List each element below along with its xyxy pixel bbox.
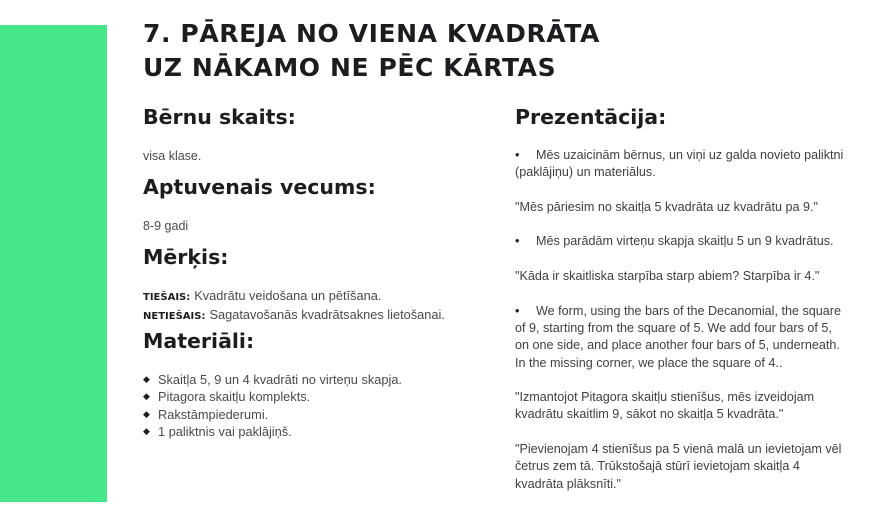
paragraph-text: "Mēs pāriesim no skaitļa 5 kvadrāta uz kvadrātu pa 9." [515,199,818,214]
page-title-line-2: UZ NĀKAMO NE PĒC KĀRTAS [143,53,557,82]
section-children-count [143,103,483,165]
section-age [143,173,376,235]
bullet-icon: • [515,148,520,162]
list-item-text: Rakstāmpiederumi. [158,406,269,422]
presentation-paragraph [515,233,845,250]
presentation-paragraph [515,268,845,285]
section-materials [143,327,402,440]
diamond-bullet-icon: ◆ [143,374,150,384]
list-item-text: Skaitļa 5, 9 un 4 kvadrāti no virteņu skapja. [158,372,402,387]
list-item [143,388,402,405]
presentation-steps [515,147,845,493]
section-goal [143,243,445,325]
diamond-bullet-icon: ◆ [143,408,150,419]
age-value: 8-9 gadi [143,219,189,233]
materials-list [143,371,402,440]
paragraph-text: Mēs uzaicinām bērnus, un viņi uz galda novieto paliktni (paklājiņu) un materiālus. [515,148,844,180]
section-heading-presentation: Prezentācija: [515,105,667,129]
goal-indirect-text: Sagatavošanās kvadrātsaknes lietošanai. [209,306,445,322]
paragraph-text: "Kāda ir skaitliska starpība starp abiem? Starpība ir 4." [515,269,820,284]
left-column [143,103,483,439]
section-heading: Bērnu skaits: [143,105,296,129]
paragraph-text: "Izmantojot Pitagora skaitļu stienīšus, mēs izveidojam kvadrātu skaitlim 9, sākot no skaitļa 5 kvadrāta." [515,390,815,422]
presentation-paragraph [515,441,845,493]
presentation-paragraph [515,389,845,424]
list-item-text: Pitagora skaitļu komplekts. [158,389,311,405]
diamond-bullet-icon: ◆ [143,425,150,436]
list-item [143,371,402,388]
page-title-line-1: 7. PĀREJA NO VIENA KVADRĀTA [143,19,600,48]
goal-indirect [143,307,445,326]
right-column [515,103,845,510]
presentation-paragraph [515,147,845,182]
page-title [143,17,600,85]
section-heading: Aptuvenais vecums: [143,175,376,199]
accent-bar [0,25,107,502]
goal-direct-text: Kvadrātu veidošana un pētīšana. [194,288,382,303]
bullet-icon: • [515,303,520,318]
list-item [143,423,402,440]
list-item-text: 1 paliktnis vai paklājiņš. [158,423,292,439]
section-heading: Materiāli: [143,329,255,353]
paragraph-text: "Pievienojam 4 stienīšus pa 5 vienā malā un ievietojam vēl četrus zem tā. Trūkstošajā stūrī ievietojam skaitļa 4 kvadrāta plāksnīti." [515,442,842,491]
goal-direct-label: TIEŠAIS: [143,292,191,303]
paragraph-text: We form, using the bars of the Decanomial, the square of 9, starting from the square of 5. We add four bars of 5, on one side, and place another four bars of 5, underneath. In the missing corner, we place the square of 4.. [515,303,841,370]
section-heading: Mērķis: [143,245,229,269]
goal-direct [143,288,445,307]
presentation-paragraph [515,303,845,372]
diamond-bullet-icon: ◆ [143,391,150,402]
children-count-value: visa klase. [143,149,202,163]
goal-indirect-label: NETIEŠAIS: [143,310,206,322]
goals [143,288,445,325]
presentation-paragraph [515,199,845,216]
list-item [143,406,402,423]
paragraph-text: Mēs parādām virteņu skapja skaitļu 5 un 9 kvadrātus. [536,234,834,249]
bullet-icon: • [515,234,520,249]
